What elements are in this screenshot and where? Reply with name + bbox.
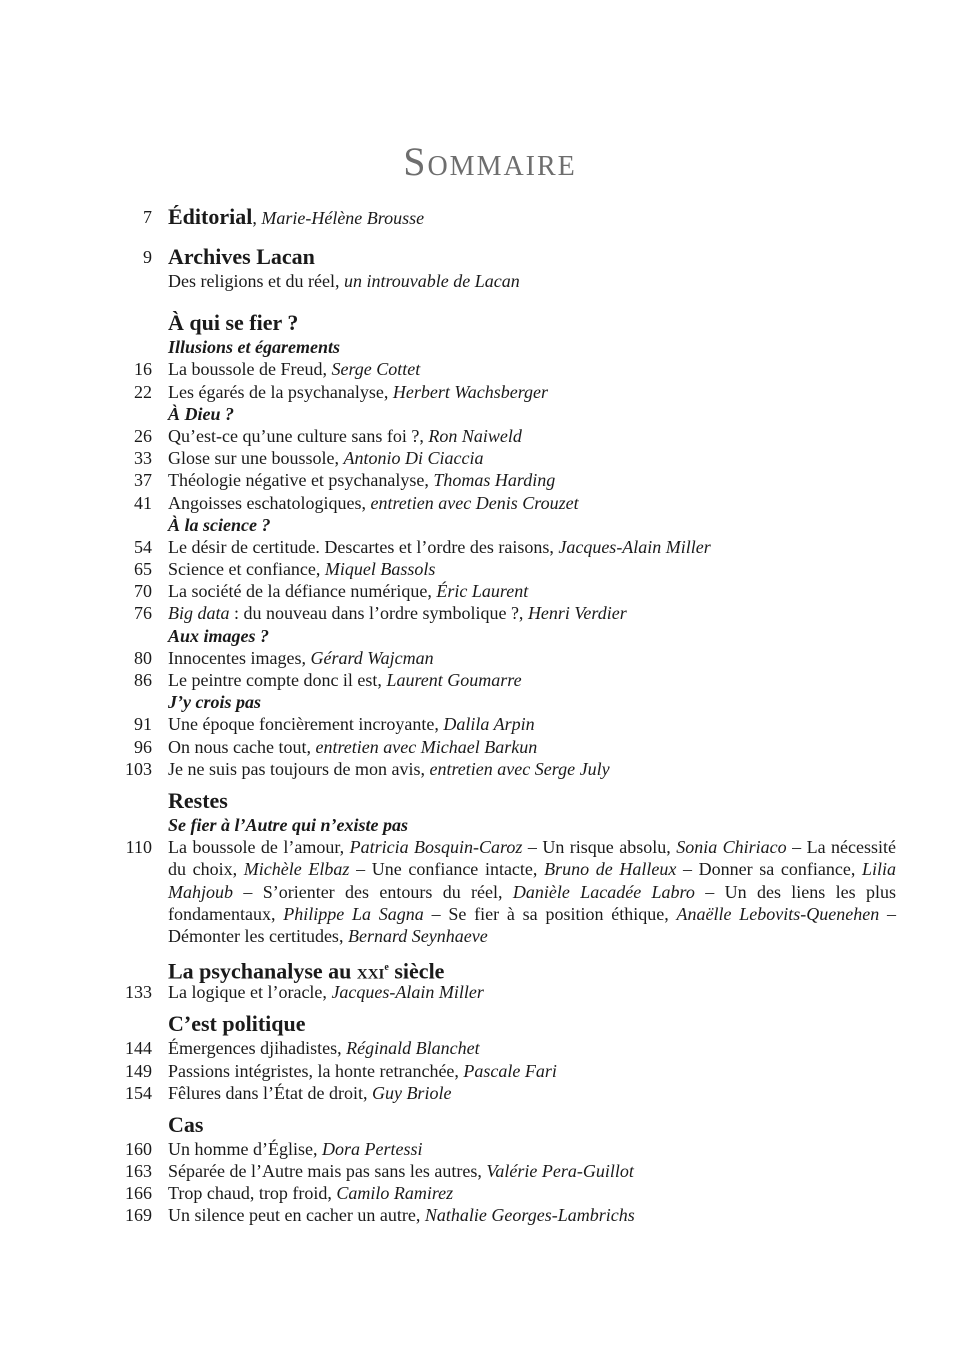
page-number: 163 — [125, 1161, 152, 1182]
author: Gérard Wajcman — [310, 647, 434, 668]
toc-entry[interactable] — [0, 669, 980, 691]
toc-entry[interactable] — [0, 602, 980, 624]
toc-entry[interactable] — [0, 1204, 980, 1226]
entry-title: On nous cache tout, — [168, 736, 316, 757]
entry-title: La boussole de Freud, — [168, 359, 332, 380]
toc-entry[interactable] — [0, 1082, 980, 1104]
entry-text — [168, 602, 627, 624]
page-number: 166 — [125, 1183, 152, 1204]
author: Jacques-Alain Miller — [558, 536, 711, 557]
subsection-aux-images: Aux images ? — [168, 625, 270, 646]
toc-entry[interactable] — [0, 492, 980, 514]
section-heading-restes: Restes — [168, 787, 228, 813]
section-heading-cas: Cas — [168, 1111, 204, 1137]
entry-text — [168, 647, 434, 669]
author: Laurent Goumarre — [386, 670, 522, 690]
toc-entry[interactable] — [0, 425, 980, 447]
entry-title: – Se fier à sa position éthique, — [423, 903, 677, 924]
entry-text — [168, 713, 535, 735]
entry-text — [168, 536, 711, 558]
page-number: 110 — [125, 837, 152, 858]
entry-text — [168, 736, 537, 758]
page-number: 96 — [134, 736, 152, 757]
entry-text — [168, 492, 579, 514]
toc-entry[interactable] — [0, 736, 980, 758]
toc-entry[interactable] — [0, 758, 980, 780]
entry-title: – La nécessité du choix, — [168, 837, 897, 880]
toc-entry[interactable] — [0, 981, 980, 1003]
subsection-se-fier: Se fier à l’Autre qui n’existe pas — [168, 814, 409, 835]
section-heading-xxi: La psychanalyse au xxi$^e$ siècle — [168, 958, 445, 984]
entry-text — [168, 1060, 557, 1082]
toc-entry[interactable] — [0, 1160, 980, 1182]
entry-title: Trop chaud, trop froid, — [168, 1183, 337, 1204]
entry-title: Le désir de certitude. Descartes et l’ordre des raisons, — [168, 536, 559, 557]
section-heading: Archives Lacan — [168, 244, 315, 269]
entry-title: – Un risque absolu, — [522, 837, 677, 858]
entry-text — [168, 358, 420, 380]
page-number: 41 — [134, 492, 152, 513]
entry-title: Une époque foncièrement incroyante, — [168, 714, 444, 735]
author: entretien avec Serge July — [429, 758, 610, 779]
author: entretien avec Denis Crouzet — [370, 492, 579, 513]
author: Sonia Chiriaco — [676, 837, 787, 858]
toc-entry[interactable] — [0, 580, 980, 602]
entry-text — [168, 1082, 451, 1104]
entry-lead: Big data — [168, 603, 230, 624]
author: Guy Briole — [371, 1082, 452, 1103]
entry-title: : du nouveau dans l’ordre symbolique ?, — [229, 603, 528, 624]
author: Jacques-Alain Miller — [331, 982, 484, 1003]
entry-title: Des religions et du réel, — [168, 271, 344, 291]
toc-entry[interactable] — [0, 381, 980, 403]
toc-entry[interactable] — [0, 1060, 980, 1082]
subsection-a-dieu: À Dieu ? — [168, 403, 235, 424]
entry-title: Science et confiance, — [168, 559, 325, 580]
entry-text — [168, 1037, 480, 1059]
toc-entry[interactable] — [0, 536, 980, 558]
entry-title: Émergences djihadistes, — [168, 1038, 347, 1059]
author: Antonio Di Ciaccia — [343, 448, 484, 469]
section-heading-politique: C’est politique — [168, 1011, 306, 1037]
author: Pascale Fari — [463, 1060, 557, 1081]
subsection-jy-crois-pas: J’y crois pas — [168, 692, 261, 713]
page-number: 154 — [125, 1082, 152, 1103]
entry-title: La boussole de l’amour, — [168, 837, 350, 858]
entry-title: Angoisses eschatologiques, — [168, 492, 371, 513]
author: Miquel Bassols — [324, 559, 436, 580]
author: Serge Cottet — [331, 359, 421, 380]
page-number: 9 — [143, 247, 152, 267]
entry-text — [168, 558, 435, 580]
entry-title: Passions intégristes, la honte retranchée, — [168, 1060, 464, 1081]
page-number: 16 — [134, 359, 152, 380]
entry-title: La société de la défiance numérique, — [168, 581, 437, 602]
author: Marie-Hélène Brousse — [261, 208, 425, 228]
entry-title: – S’orienter des entours du réel, — [233, 881, 513, 902]
subsection-illusions: Illusions et égarements — [168, 337, 341, 358]
toc-entry[interactable] — [0, 1037, 980, 1059]
page-number: 26 — [134, 425, 152, 446]
entry-title: La logique et l’oracle, — [168, 982, 332, 1003]
author: Philippe La Sagna — [283, 903, 424, 924]
toc-entry[interactable] — [0, 358, 980, 380]
page-number: 80 — [134, 647, 152, 668]
author: Lilia Mahjoub — [168, 859, 897, 902]
toc-entry[interactable] — [0, 1138, 980, 1160]
page-number: 33 — [134, 448, 152, 469]
entry-title: Qu’est-ce qu’une culture sans foi ?, — [168, 425, 429, 446]
page-number: 103 — [125, 758, 152, 779]
entry-title: Glose sur une boussole, — [168, 448, 344, 469]
entry-title: Théologie négative et psychanalyse, — [168, 470, 434, 491]
page-number: 22 — [134, 381, 152, 402]
toc-entry-archives-text[interactable] — [0, 270, 980, 292]
toc-entry-restes[interactable] — [125, 836, 897, 947]
author: Herbert Wachsberger — [392, 381, 549, 402]
page-number: 133 — [125, 982, 152, 1003]
entry-text — [168, 425, 522, 447]
subsection-a-la-science: À la science ? — [168, 514, 271, 535]
page-number: 91 — [134, 714, 152, 735]
author: Danièle Lacadée Labro — [512, 881, 695, 902]
entry-text — [168, 758, 610, 780]
toc-entry[interactable] — [0, 1182, 980, 1204]
entry-title: Séparée de l’Autre mais pas sans les autres, — [168, 1161, 487, 1182]
toc-entry[interactable] — [0, 558, 980, 580]
entry-title: Je ne suis pas toujours de mon avis, — [168, 758, 430, 779]
page-number: 149 — [125, 1060, 152, 1081]
entry-title: Les égarés de la psychanalyse, — [168, 381, 393, 402]
entry-text — [168, 1204, 635, 1226]
entry-title: Un silence peut en cacher un autre, — [168, 1205, 425, 1226]
author: Michèle Elbaz — [243, 859, 350, 880]
toc-entry[interactable] — [0, 647, 980, 669]
author: Henri Verdier — [527, 603, 627, 624]
author: Dora Pertessi — [321, 1138, 423, 1159]
entry-title: – Une confiance intacte, — [349, 859, 545, 880]
author: Nathalie Georges-Lambrichs — [424, 1205, 635, 1226]
entry-title: Innocentes images, — [168, 647, 311, 668]
toc-entry[interactable] — [0, 713, 980, 735]
entry-text — [168, 669, 522, 691]
entry-text — [168, 381, 548, 403]
entry-note: un introuvable de Lacan — [343, 271, 520, 291]
page-number: 160 — [125, 1138, 152, 1159]
entry-text — [168, 981, 484, 1003]
entry-title: Un homme d’Église, — [168, 1138, 322, 1159]
author: Réginald Blanchet — [346, 1038, 480, 1059]
page-number: 65 — [134, 559, 152, 580]
author: Patricia Bosquin-Caroz — [349, 837, 523, 858]
section-heading-a-qui-se-fier: À qui se fier ? — [168, 310, 299, 336]
entry-title: Le peintre compte donc il est, — [168, 670, 387, 690]
entry-title: – Démonter les certitudes, — [168, 903, 897, 946]
page-number: 70 — [134, 581, 152, 602]
page-number: 86 — [134, 670, 152, 690]
entry-text — [168, 1160, 634, 1182]
author: Bernard Seynhaeve — [347, 925, 488, 946]
entry-title: Fêlures dans l’État de droit, — [168, 1082, 372, 1103]
entry-text — [168, 447, 483, 469]
author: Éric Laurent — [436, 581, 529, 602]
entry-text — [168, 1182, 453, 1204]
entry-title: – Un des liens les plus fondamentaux, — [168, 881, 896, 924]
table-of-contents — [0, 204, 980, 1227]
author: Ron Naiweld — [428, 425, 522, 446]
entry-text — [168, 469, 555, 491]
author: Thomas Harding — [433, 470, 556, 491]
author: Camilo Ramirez — [336, 1183, 454, 1204]
toc-entry-archives[interactable] — [0, 244, 980, 270]
author: Bruno de Halleux — [544, 859, 677, 880]
page-number: 54 — [134, 536, 152, 557]
page-number: 37 — [134, 470, 152, 491]
page-number: 7 — [143, 207, 152, 227]
author: entretien avec Michael Barkun — [315, 736, 538, 757]
section-heading: Éditorial — [168, 204, 253, 229]
author: Anaëlle Lebovits-Quenehen — [676, 903, 880, 924]
page-number: 76 — [134, 603, 152, 624]
author: Dalila Arpin — [443, 714, 535, 735]
entry-text — [168, 1138, 422, 1160]
page-number: 144 — [125, 1038, 152, 1059]
page-number: 169 — [125, 1205, 152, 1226]
toc-entry-editorial[interactable]: 7 Éditorial, Marie-Hélène Brousse — [0, 204, 980, 230]
toc-entry[interactable] — [0, 447, 980, 469]
entry-title: – Donner sa confiance, — [676, 859, 862, 880]
toc-entry[interactable] — [0, 469, 980, 491]
author: Valérie Pera-Guillot — [486, 1161, 634, 1182]
page-title: Sommaire — [403, 139, 577, 184]
entry-text — [168, 580, 528, 602]
